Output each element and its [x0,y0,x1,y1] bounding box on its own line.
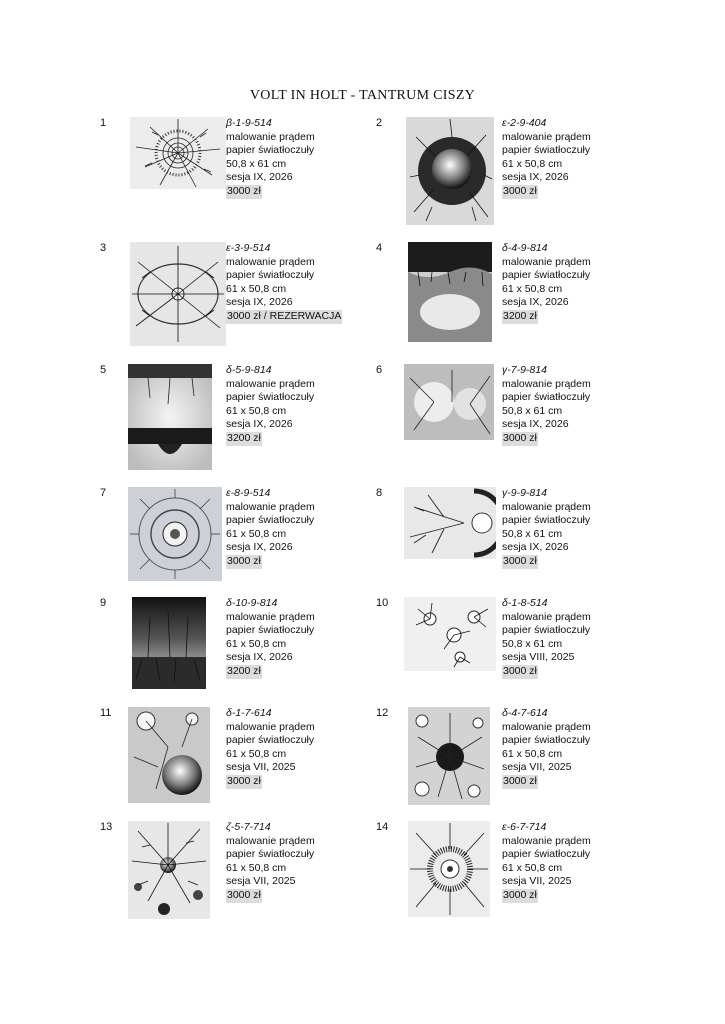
artwork-code: ε-6-7-714 [502,821,547,833]
artwork-number: 1 [100,117,107,129]
artwork-price: 3000 zł [503,431,537,444]
artwork-entry [376,597,716,715]
artwork-image [404,487,496,559]
artwork-session: sesja IX, 2026 [502,541,569,554]
artwork-paper: papier światłoczuły [502,391,591,404]
artwork-paper: papier światłoczuły [502,848,591,861]
artwork-technique: malowanie prądem [226,130,315,143]
artwork-session: sesja IX, 2026 [502,296,569,309]
artwork-price: 3000 zł [503,554,537,567]
artwork-size: 50,8 x 61 cm [502,637,563,650]
artwork-price: 3000 zł [227,888,261,901]
artwork-image [128,821,210,919]
artwork-paper: papier światłoczuły [226,269,315,282]
artwork-session: sesja VII, 2025 [502,761,572,774]
artwork-technique: malowanie prądem [226,834,315,847]
artwork-number: 7 [100,487,107,499]
artwork-price: 3000 zł [227,184,261,197]
artwork-paper: papier światłoczuły [226,144,315,157]
artwork-image [130,117,226,217]
artwork-session: sesja VII, 2025 [502,875,572,888]
artwork-technique: malowanie prądem [226,255,315,268]
artwork-number: 14 [376,821,389,833]
artwork-code: δ-10-9-814 [226,597,278,609]
artwork-technique: malowanie prądem [502,130,591,143]
artwork-paper: papier światłoczuły [502,269,591,282]
artwork-size: 50,8 x 61 cm [502,404,563,417]
artwork-size: 61 x 50,8 cm [226,527,287,540]
artwork-code: δ-4-7-614 [502,707,548,719]
artwork-number: 12 [376,707,389,719]
artwork-price: 3000 zł [503,774,537,787]
artwork-number: 4 [376,242,383,254]
artwork-technique: malowanie prądem [502,377,591,390]
artwork-technique: malowanie prądem [226,377,315,390]
artwork-code: δ-5-9-814 [226,364,272,376]
artwork-code: δ-1-7-614 [226,707,272,719]
artwork-price: 3000 zł [503,184,537,197]
artwork-image [132,597,206,689]
artwork-price: 3200 zł [227,664,261,677]
artwork-code: ε-2-9-404 [502,117,547,129]
artwork-paper: papier światłoczuły [502,734,591,747]
artwork-price: 3200 zł [503,309,537,322]
artwork-number: 3 [100,242,107,254]
artwork-session: sesja VII, 2025 [226,761,296,774]
artwork-technique: malowanie prądem [502,500,591,513]
artwork-image [406,117,494,225]
artwork-size: 61 x 50,8 cm [502,747,563,760]
artwork-entry [376,117,716,235]
artwork-image [408,707,490,805]
artwork-entry [376,487,716,605]
artwork-paper: papier światłoczuły [502,624,591,637]
artwork-price: 3000 zł [503,664,537,677]
artwork-price: 3000 zł [227,554,261,567]
artwork-code: δ-4-9-814 [502,242,548,254]
artwork-session: sesja IX, 2026 [226,651,293,664]
artwork-size: 61 x 50,8 cm [226,282,287,295]
artwork-size: 61 x 50,8 cm [502,157,563,170]
artwork-number: 5 [100,364,107,376]
artwork-image [128,364,212,470]
artwork-number: 8 [376,487,383,499]
artwork-entry [376,242,716,360]
artwork-size: 61 x 50,8 cm [226,404,287,417]
artwork-code: γ-9-9-814 [502,487,547,499]
artwork-technique: malowanie prądem [502,720,591,733]
artwork-price: 3000 zł [227,774,261,787]
artwork-technique: malowanie prądem [502,834,591,847]
artwork-session: sesja VIII, 2025 [502,651,575,664]
artwork-size: 61 x 50,8 cm [502,282,563,295]
artwork-image [404,364,494,440]
artwork-code: γ-7-9-814 [502,364,547,376]
page-title: VOLT IN HOLT - TANTRUM CISZY [249,88,476,103]
artwork-code: ζ-5-7-714 [226,821,271,833]
artwork-technique: malowanie prądem [226,610,315,623]
artwork-number: 13 [100,821,113,833]
artwork-size: 50,8 x 61 cm [502,527,563,540]
artwork-code: δ-1-8-514 [502,597,548,609]
artwork-number: 6 [376,364,383,376]
artwork-image [130,242,226,346]
artwork-session: sesja IX, 2026 [226,541,293,554]
artwork-code: ε-8-9-514 [226,487,271,499]
artwork-number: 2 [376,117,383,129]
artwork-session: sesja IX, 2026 [226,296,293,309]
artwork-paper: papier światłoczuły [226,391,315,404]
artwork-technique: malowanie prądem [226,720,315,733]
artwork-size: 61 x 50,8 cm [226,637,287,650]
artwork-image [128,707,210,803]
artwork-entry [376,821,716,939]
artwork-paper: papier światłoczuły [502,514,591,527]
artwork-size: 61 x 50,8 cm [226,861,287,874]
artwork-session: sesja IX, 2026 [226,418,293,431]
artwork-number: 9 [100,597,107,609]
artwork-image [408,821,490,917]
artwork-code: ε-3-9-514 [226,242,271,254]
artwork-price: 3200 zł [227,431,261,444]
artwork-size: 61 x 50,8 cm [226,747,287,760]
artwork-paper: papier światłoczuły [226,624,315,637]
artwork-session: sesja IX, 2026 [502,171,569,184]
artwork-entry [376,707,716,825]
artwork-session: sesja VII, 2025 [226,875,296,888]
artwork-image [128,487,222,581]
artwork-technique: malowanie prądem [502,255,591,268]
artwork-image [404,597,496,671]
artwork-technique: malowanie prądem [502,610,591,623]
artwork-paper: papier światłoczuły [226,848,315,861]
artwork-price: 3000 zł / REZERWACJA [227,309,342,322]
artwork-size: 50,8 x 61 cm [226,157,287,170]
artwork-price: 3000 zł [503,888,537,901]
artwork-image [408,242,492,342]
artwork-number: 11 [100,707,112,719]
artwork-paper: papier światłoczuły [502,144,591,157]
artwork-session: sesja IX, 2026 [226,171,293,184]
artwork-session: sesja IX, 2026 [502,418,569,431]
artwork-paper: papier światłoczuły [226,514,315,527]
artwork-entry [376,364,716,482]
artwork-technique: malowanie prądem [226,500,315,513]
artwork-number: 10 [376,597,389,609]
artwork-paper: papier światłoczuły [226,734,315,747]
artwork-size: 61 x 50,8 cm [502,861,563,874]
artwork-code: β-1-9-514 [226,117,272,129]
